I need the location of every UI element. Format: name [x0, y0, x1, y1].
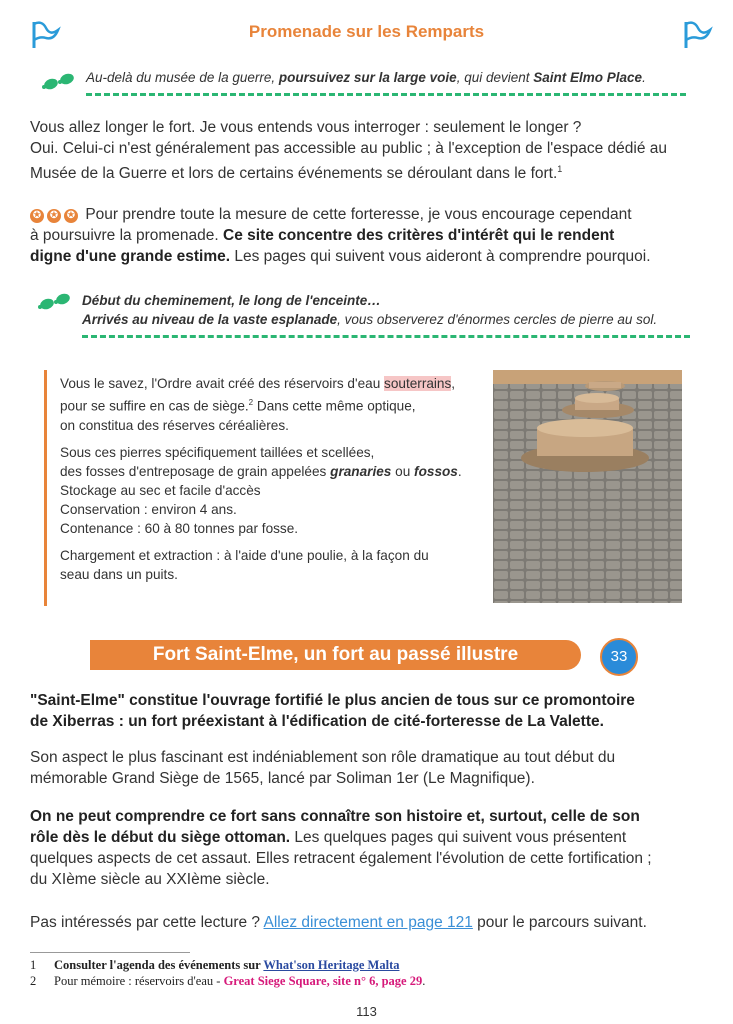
star-icon: ✪ [47, 209, 61, 223]
dashed-divider [86, 93, 686, 96]
star-icon: ✪ [30, 209, 44, 223]
granaries-info-box: Vous le savez, l'Ordre avait créé des réservoirs d'eau souterrains, pour se suffire en cas de siège.$^2$ Dans cette même optique, on constitua des réserves céréalières. Sous ces pierres spécifiquement taillées et scellées, des fosses d'entreposage de grain appelées granaries ou fossos. Stockage au sec et facile d'accès Conservation : environ 4 ans. Contenance : 60 à 80 tonnes par fosse. Chargement et extraction : à l'aide d'une poulie, à la façon du seau dans un puits. [60, 376, 462, 582]
body-paragraph-3: On ne peut comprendre ce fort sans connaître son histoire et, surtout, celle de son rôle dès le début du siège ottoman. Les quelques pages qui suivent vous présentent quelques aspects de cet assaut. Elles retracent également l'évolution de cette fortification ; du XIème siècle au XXIème siècle. [30, 808, 652, 888]
walk-direction-2: Début du cheminement, le long de l'enceinte… Arrivés au niveau de la vaste esplanade, vous observerez d'énormes cercles de pierre au sol. [82, 293, 658, 327]
footsteps-icon [36, 290, 76, 312]
footnote-ref-2: 2 [248, 398, 254, 407]
stone-granaries-photo [493, 370, 682, 603]
footnote-ref-1: 1 [557, 164, 563, 174]
intro-paragraph: Vous allez longer le fort. Je vous entends vous interroger : seulement le longer ? Oui. Celui-ci n'est généralement pas accessible au public ; à l'exception de l'espace dédié au Musée de la Guerre et lors de certains événements se déroulant dans le fort.$^1$ [30, 119, 668, 183]
body-paragraph-4: Pas intéressés par cette lecture ? Allez directement en page 121 pour le parcours suivant. [30, 914, 647, 931]
rating-paragraph: ✪ ✪ ✪ Pour prendre toute la mesure de cette forteresse, je vous encourage cependant à poursuivre la promenade. Ce site concentre des critères d'intérêt qui le rendent digne d'une grande estime. Les pages qui suivent vous aideront à comprendre pourquoi. [30, 206, 651, 265]
flag-icon-right [680, 18, 714, 52]
body-paragraph-2: Son aspect le plus fascinant est indéniablement son rôle dramatique au tout début du mémorable Grand Siège de 1565, lancé par Soliman 1er (Le Magnifique). [30, 749, 616, 787]
footnote-2: 2 Pour mémoire : réservoirs d'eau - Great Siege Square, site n° 6, page 29. [30, 974, 426, 988]
footsteps-icon [40, 70, 80, 92]
footnote-separator [30, 952, 190, 953]
star-icon: ✪ [64, 209, 78, 223]
box-accent-bar [44, 370, 47, 606]
page-title: Promenade sur les Remparts [248, 22, 485, 41]
footnote-1: 1 Consulter l'agenda des événements sur What'son Heritage Malta [30, 958, 400, 972]
site-number-badge: 33 [600, 638, 638, 676]
page-121-link[interactable]: Allez directement en page 121 [263, 914, 473, 931]
footnotes [30, 957, 710, 989]
walk-direction-1: Au-delà du musée de la guerre, poursuivez sur la large voie, qui devient Saint Elmo Place. [86, 70, 646, 85]
section-title-banner: Fort Saint-Elme, un fort au passé illustre [90, 640, 581, 670]
dashed-divider [82, 335, 690, 338]
whatson-heritage-link[interactable]: What'son Heritage Malta [263, 958, 400, 972]
body-paragraph-1: "Saint-Elme" constitue l'ouvrage fortifié le plus ancien de tous sur ce promontoire de Xiberras : un fort préexistant à l'édification de cité-forteresse de La Valette. [30, 692, 635, 730]
page-number: 113 [356, 1004, 377, 1019]
